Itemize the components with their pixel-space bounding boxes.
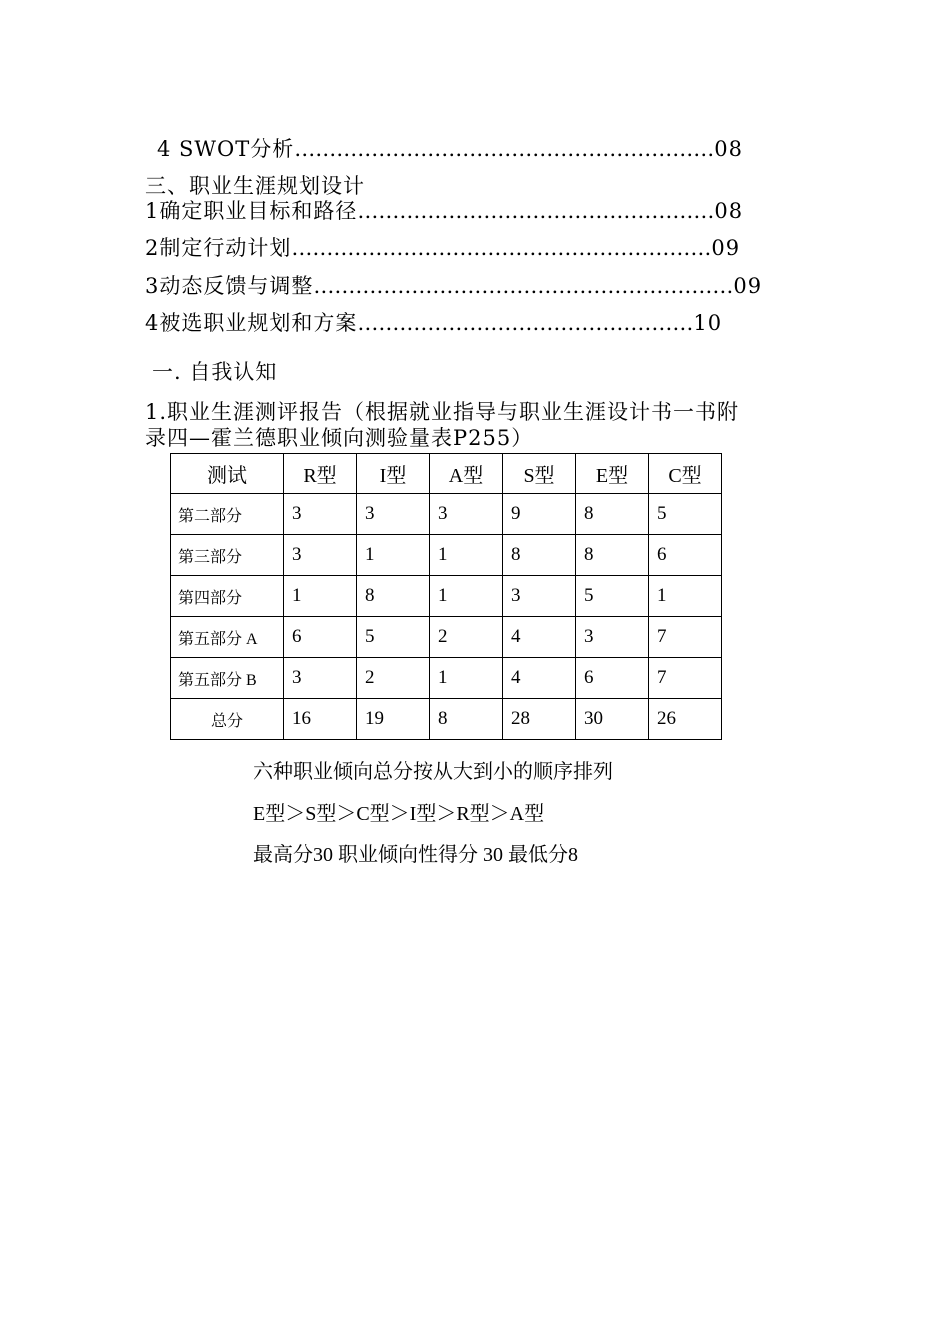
- toc-page-number: 08: [714, 137, 743, 161]
- cell-value: 8: [576, 535, 649, 576]
- row-label: 第四部分: [171, 576, 284, 617]
- cell-value: 8: [357, 576, 430, 617]
- header-test: 测试: [171, 454, 284, 494]
- cell-value: 1: [284, 576, 357, 617]
- toc-page-number: 08: [714, 199, 744, 223]
- score-summary: 最高分30 职业倾向性得分 30 最低分8: [253, 844, 578, 866]
- toc-entry-goal: [145, 198, 743, 224]
- toc-leader-dots: ……………………………………………………: [294, 137, 715, 161]
- cell-value: 28: [503, 699, 576, 740]
- cell-value: 3: [284, 658, 357, 699]
- toc-label: 4被选职业规划和方案: [145, 311, 358, 335]
- cell-value: 2: [430, 617, 503, 658]
- report-description-line1: 1.职业生涯测评报告（根据就业指导与职业生涯设计书一书附: [145, 400, 740, 424]
- toc-entry-feedback: [145, 273, 762, 299]
- table-header-row: [171, 454, 722, 494]
- toc-page-number: 09: [711, 236, 741, 260]
- cell-value: 6: [576, 658, 649, 699]
- toc-label: 3动态反馈与调整: [145, 274, 314, 298]
- cell-value: 5: [649, 494, 722, 535]
- cell-value: 6: [284, 617, 357, 658]
- table-row: [171, 576, 722, 617]
- header-e-type: E型: [576, 454, 649, 494]
- cell-value: 4: [503, 617, 576, 658]
- header-r-type: R型: [284, 454, 357, 494]
- cell-value: 1: [430, 576, 503, 617]
- cell-value: 7: [649, 658, 722, 699]
- toc-leader-dots: …………………………………………: [357, 311, 694, 335]
- cell-value: 3: [284, 535, 357, 576]
- table-row: [171, 535, 722, 576]
- cell-value: 7: [649, 617, 722, 658]
- toc-leader-dots: ……………………………………………: [357, 199, 715, 223]
- cell-value: 5: [576, 576, 649, 617]
- table-row: [171, 658, 722, 699]
- cell-value: 2: [357, 658, 430, 699]
- toc-leader-dots: ……………………………………………………: [313, 274, 734, 298]
- cell-value: 8: [576, 494, 649, 535]
- toc-page-number: 09: [733, 274, 763, 298]
- toc-page-number: 10: [693, 311, 723, 335]
- cell-value: 6: [649, 535, 722, 576]
- row-label: 第五部分 A: [171, 617, 284, 658]
- cell-value: 16: [284, 699, 357, 740]
- cell-value: 4: [503, 658, 576, 699]
- toc-leader-dots: ……………………………………………………: [291, 236, 712, 260]
- cell-value: 1: [430, 535, 503, 576]
- section-heading-career-planning: 三、职业生涯规划设计: [145, 174, 365, 198]
- header-s-type: S型: [503, 454, 576, 494]
- cell-value: 3: [576, 617, 649, 658]
- toc-label: 2制定行动计划: [145, 236, 292, 260]
- cell-value: 19: [357, 699, 430, 740]
- cell-value: 3: [430, 494, 503, 535]
- cell-value: 1: [430, 658, 503, 699]
- toc-entry-action-plan: [145, 235, 740, 261]
- table-row: [171, 617, 722, 658]
- ranking-title: 六种职业倾向总分按从大到小的顺序排列: [253, 761, 613, 783]
- table-row-total: [171, 699, 722, 740]
- ranking-order: E型＞S型＞C型＞I型＞R型＞A型: [253, 803, 545, 825]
- cell-value: 30: [576, 699, 649, 740]
- toc-entry-alternative-plan: [145, 310, 722, 336]
- cell-value: 8: [503, 535, 576, 576]
- cell-value: 3: [357, 494, 430, 535]
- cell-value: 3: [284, 494, 357, 535]
- cell-value: 1: [357, 535, 430, 576]
- holland-score-table: [170, 453, 722, 740]
- cell-value: 26: [649, 699, 722, 740]
- row-label: 第五部分 B: [171, 658, 284, 699]
- section-heading-self-cognition: 一. 自我认知: [152, 360, 278, 384]
- header-a-type: A型: [430, 454, 503, 494]
- toc-label: 1确定职业目标和路径: [145, 199, 358, 223]
- cell-value: 1: [649, 576, 722, 617]
- cell-value: 3: [503, 576, 576, 617]
- report-description-line2: 录四—霍兰德职业倾向测验量表P255）: [145, 426, 534, 450]
- header-c-type: C型: [649, 454, 722, 494]
- toc-label: 4 SWOT分析: [157, 137, 295, 161]
- cell-value: 9: [503, 494, 576, 535]
- row-label: 第二部分: [171, 494, 284, 535]
- cell-value: 8: [430, 699, 503, 740]
- table-row: [171, 494, 722, 535]
- toc-entry-swot: [157, 136, 743, 162]
- header-i-type: I型: [357, 454, 430, 494]
- row-label: 第三部分: [171, 535, 284, 576]
- cell-value: 5: [357, 617, 430, 658]
- row-label-total: 总分: [171, 699, 284, 740]
